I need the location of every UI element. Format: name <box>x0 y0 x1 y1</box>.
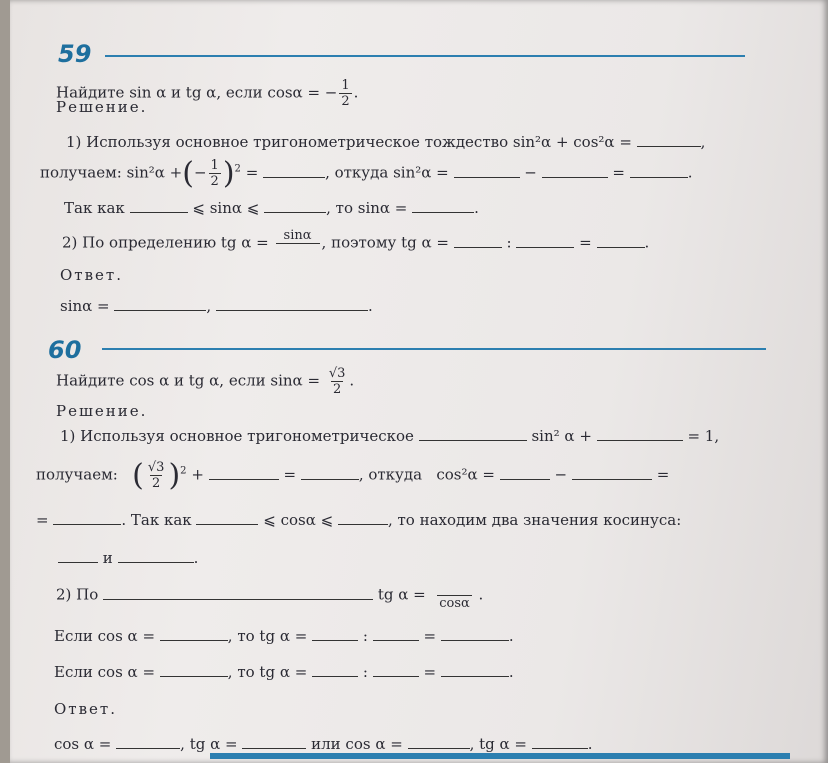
task-59-rule <box>105 55 745 57</box>
blank[interactable] <box>338 510 388 525</box>
task-60-rule <box>102 348 766 350</box>
bottom-rule <box>210 753 790 759</box>
task-60-answer-label: Ответ. <box>54 700 117 718</box>
blank[interactable] <box>542 163 608 178</box>
task-59-number: 59 <box>58 40 92 68</box>
task-59-step2: 2) По определению tg α = sinα , поэтому tg α = : = . <box>62 228 649 259</box>
blank[interactable] <box>58 548 98 563</box>
blank[interactable] <box>264 198 326 213</box>
task-60-answer: cos α = , tg α = или cos α = , tg α = . <box>54 735 593 753</box>
blank[interactable] <box>630 163 688 178</box>
blank[interactable] <box>116 734 180 749</box>
blank[interactable] <box>408 734 470 749</box>
blank[interactable] <box>419 426 527 441</box>
blank[interactable] <box>373 626 419 641</box>
task-60-step1-line4: и . <box>58 548 198 567</box>
task-59-answer-label: Ответ. <box>60 266 123 284</box>
blank[interactable] <box>441 662 509 677</box>
blank[interactable] <box>160 662 228 677</box>
task-59-step1-line3: Так как ⩽ sinα ⩽ , то sinα = . <box>64 199 479 217</box>
blank[interactable] <box>572 465 652 480</box>
task-59-step1-line2: получаем: sin²α +(− $\frac{1}{2}$ )$^2$ = , откуда sin²α = − = . <box>40 156 693 191</box>
blank[interactable] <box>196 510 258 525</box>
blank[interactable] <box>454 233 502 248</box>
blank[interactable] <box>597 233 645 248</box>
blank[interactable] <box>441 626 509 641</box>
task-60-statement: Найдите cos α и tg α, если sinα = $\frac{√3}{2}$ . <box>56 366 355 397</box>
blank[interactable] <box>597 426 683 441</box>
task-59-answer: sinα = , . <box>60 297 373 315</box>
blank[interactable] <box>118 548 194 563</box>
task-60-step1-line3: = . Так как ⩽ cosα ⩽ , то находим два значения косинуса: <box>36 511 682 529</box>
task-59-step1-line1: 1) Используя основное тригонометрическое тождество sin²α + cos²α = , <box>66 133 706 151</box>
blank[interactable] <box>312 662 358 677</box>
blank[interactable] <box>160 626 228 641</box>
blank[interactable] <box>53 510 121 525</box>
blank[interactable] <box>312 626 358 641</box>
blank[interactable] <box>242 734 306 749</box>
blank[interactable] <box>216 296 368 311</box>
blank[interactable] <box>532 734 588 749</box>
task-60-if-2: Если cos α = , то tg α = : = . <box>54 663 514 681</box>
blank[interactable] <box>301 465 359 480</box>
blank[interactable] <box>114 296 206 311</box>
task-60-step2: 2) По tg α = cosα . <box>56 585 484 611</box>
task-60-number: 60 <box>48 336 82 364</box>
blank[interactable] <box>637 132 701 147</box>
task-60-step1-line2: получаем: ( $\frac{√3}{2}$ )$^2$ + = , откуда cos²α = − = <box>36 458 670 493</box>
blank[interactable] <box>103 585 373 600</box>
blank[interactable] <box>412 198 474 213</box>
task-60-solution-label: Решение. <box>56 402 148 420</box>
blank[interactable] <box>500 465 550 480</box>
task-60-step1-line1: 1) Используя основное тригонометрическое sin² α + = 1, <box>60 427 720 445</box>
blank[interactable] <box>130 198 188 213</box>
blank[interactable] <box>263 163 325 178</box>
blank[interactable] <box>516 233 574 248</box>
task-59-solution-label: Решение. <box>56 98 148 116</box>
blank[interactable] <box>454 163 520 178</box>
blank[interactable] <box>209 465 279 480</box>
task-60-if-1: Если cos α = , то tg α = : = . <box>54 627 514 645</box>
blank[interactable] <box>373 662 419 677</box>
workbook-page <box>10 0 828 763</box>
task-59-statement: Найдите sin α и tg α, если cosα = − $\frac{1}{2}$ . <box>56 78 359 109</box>
